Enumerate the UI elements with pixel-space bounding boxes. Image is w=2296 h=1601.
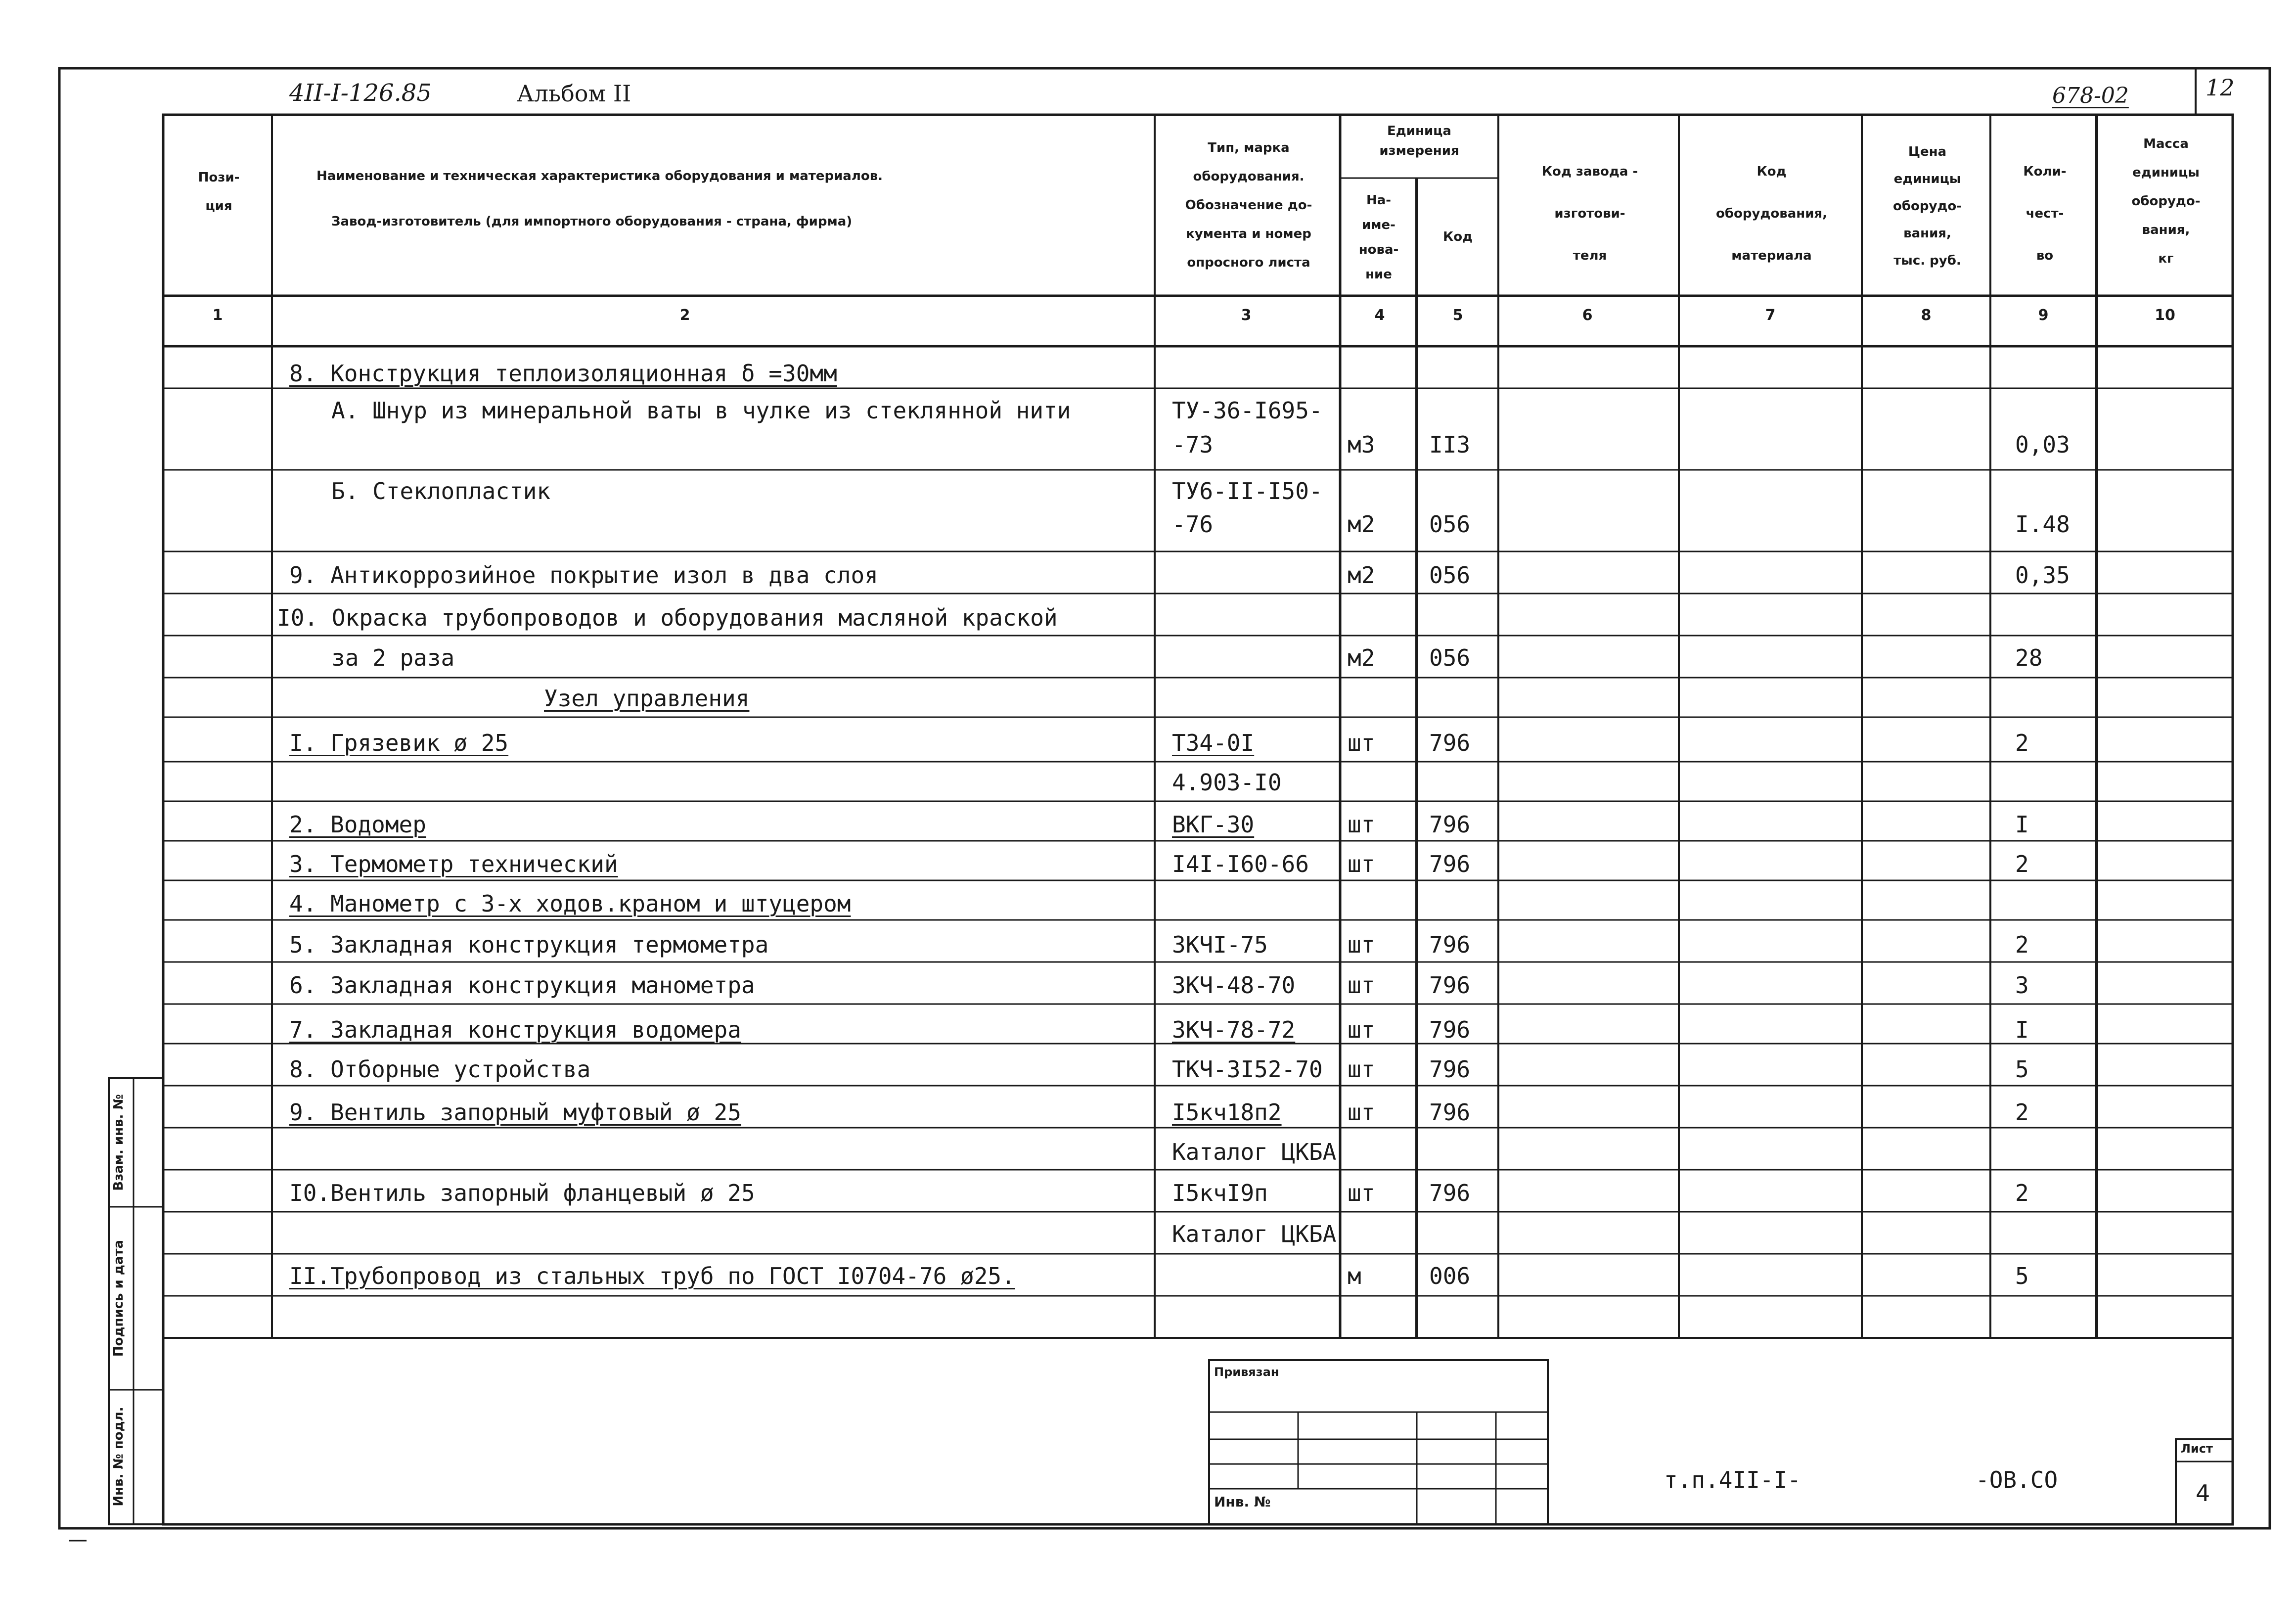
item-name: А. Шнур из минеральной ваты в чулке из стеклянной нити <box>331 397 1071 424</box>
item-code: 056 <box>1429 644 1471 671</box>
col-header-unit-code: Код <box>1442 229 1473 244</box>
col-number: 10 <box>2155 307 2175 324</box>
item-qty: 28 <box>2015 644 2043 671</box>
item-type: ТУ6-II-I50- <box>1172 478 1323 504</box>
item-code: II3 <box>1429 431 1471 458</box>
item-unit: м2 <box>1348 511 1375 538</box>
item-code: 796 <box>1429 972 1471 999</box>
item-code: 796 <box>1429 811 1471 838</box>
item-unit: шт <box>1348 972 1375 999</box>
item-unit: шт <box>1348 1056 1375 1083</box>
col-header-position: Пози- ция <box>198 170 240 214</box>
item-unit: шт <box>1348 851 1375 877</box>
item-unit: м2 <box>1348 644 1375 671</box>
item-unit: м <box>1348 1263 1361 1289</box>
sheet-code: 678-02 <box>2052 83 2129 108</box>
col-number: 7 <box>1765 307 1776 324</box>
item-unit: шт <box>1348 931 1375 958</box>
item-type: I5кчI9п <box>1172 1180 1268 1206</box>
list-number: 4 <box>2196 1480 2210 1507</box>
item-unit: шт <box>1348 1016 1375 1043</box>
item-qty: I <box>2015 811 2029 838</box>
item-type: Каталог ЦКБА <box>1172 1221 1337 1247</box>
item-type: Т34-0I <box>1172 730 1255 756</box>
col-header-factory-code: Код завода - изготови- теля <box>1541 164 1638 263</box>
item-qty: 3 <box>2015 972 2029 999</box>
item-qty: 0,35 <box>2015 562 2070 589</box>
side-label-podpis: Подпись и дата <box>111 1239 126 1357</box>
col-header-equipment-code: Код оборудования, материала <box>1715 164 1828 263</box>
section-title: Узел управления <box>544 685 750 712</box>
item-qty: I <box>2015 1016 2029 1043</box>
item-name: I0. Окраска трубопроводов и оборудования масляной краской <box>277 604 1058 631</box>
col-number: 9 <box>2038 307 2049 324</box>
item-code: 056 <box>1429 562 1471 589</box>
item-qty: 0,03 <box>2015 431 2070 458</box>
item-type: ВКГ-30 <box>1172 811 1255 838</box>
item-code: 796 <box>1429 1056 1471 1083</box>
item-code: 056 <box>1429 511 1471 538</box>
item-name: 2. Водомер <box>289 811 426 838</box>
item-type: I5кч18п2 <box>1172 1099 1282 1126</box>
item-type: ТУ-36-I695- <box>1172 397 1323 424</box>
item-code: 796 <box>1429 1180 1471 1206</box>
item-name: 9. Антикоррозийное покрытие изол в два слоя <box>289 562 878 589</box>
item-qty: 2 <box>2015 851 2029 877</box>
item-qty: 2 <box>2015 931 2029 958</box>
doc-reference: т.п.4II-I- <box>1664 1466 1801 1493</box>
item-unit: шт <box>1348 730 1375 756</box>
item-name: 3. Термометр технический <box>289 851 618 877</box>
stamp-privyazan: Привязан <box>1214 1365 1279 1379</box>
item-unit: м2 <box>1348 562 1375 589</box>
doc-reference-suffix: -ОВ.СО <box>1976 1466 2058 1493</box>
item-unit: м3 <box>1348 431 1375 458</box>
item-unit: шт <box>1348 811 1375 838</box>
col-header-mass: Масса единицы оборудо- вания, кг <box>2131 137 2201 266</box>
stamp-inv-no: Инв. № <box>1214 1494 1271 1510</box>
item-unit: шт <box>1348 1099 1375 1126</box>
item-name: 4. Манометр с 3-х ходов.краном и штуцером <box>289 890 851 917</box>
item-type: ЗКЧI-75 <box>1172 931 1268 958</box>
item-qty: 2 <box>2015 1180 2029 1206</box>
item-name: за 2 раза <box>331 644 455 671</box>
item-code: 796 <box>1429 1016 1471 1043</box>
item-type: ТКЧ-3I52-70 <box>1172 1056 1323 1083</box>
item-code: 006 <box>1429 1263 1471 1289</box>
album-label: Альбом II <box>517 80 631 107</box>
doc-code: 4II-I-126.85 <box>289 79 432 107</box>
item-unit: шт <box>1348 1180 1375 1206</box>
col-number: 5 <box>1452 307 1463 324</box>
item-name: Б. Стеклопластик <box>331 478 551 504</box>
item-name: I. Грязевик ø 25 <box>289 730 509 756</box>
col-number: 1 <box>212 307 223 324</box>
item-qty: 5 <box>2015 1263 2029 1289</box>
item-code: 796 <box>1429 1099 1471 1126</box>
item-type: I4I-I60-66 <box>1172 851 1309 877</box>
col-number: 4 <box>1374 307 1385 324</box>
item-type: Каталог ЦКБА <box>1172 1139 1337 1165</box>
col-number: 3 <box>1241 307 1252 324</box>
item-qty: 5 <box>2015 1056 2029 1083</box>
item-name: 9. Вентиль запорный муфтовый ø 25 <box>289 1099 741 1126</box>
item-qty: 2 <box>2015 730 2029 756</box>
col-number: 8 <box>1921 307 1932 324</box>
item-name: 8. Конструкция теплоизоляционная δ =30мм <box>289 360 837 387</box>
side-label-vzam: Взам. инв. № <box>111 1094 126 1191</box>
item-name: 7. Закладная конструкция водомера <box>289 1016 741 1043</box>
col-number: 6 <box>1582 307 1593 324</box>
item-type: ЗКЧ-48-70 <box>1172 972 1296 999</box>
item-name: 6. Закладная конструкция манометра <box>289 972 755 999</box>
col-header-quantity: Коли- чест- во <box>2023 164 2067 263</box>
item-name: 5. Закладная конструкция термометра <box>289 931 769 958</box>
item-code: 796 <box>1429 931 1471 958</box>
col-header-name: Наименование и техническая характеристика оборудования и материалов. Завод-изготовитель (для импортного оборудования - страна, фирма) <box>316 169 883 229</box>
col-header-unit-group: Единица измерения <box>1379 124 1459 158</box>
item-code: 796 <box>1429 851 1471 877</box>
col-header-type: Тип, марка оборудования. Обозначение до- кумента и номер опросного листа <box>1185 140 1312 270</box>
item-type: ЗКЧ-78-72 <box>1172 1016 1296 1043</box>
col-header-price: Цена единицы оборудо- вания, тыс. руб. <box>1892 144 1962 268</box>
item-type: 4.903-I0 <box>1172 769 1282 796</box>
item-type: -73 <box>1172 431 1214 458</box>
item-type: -76 <box>1172 511 1214 538</box>
list-label: Лист <box>2181 1442 2213 1456</box>
col-header-unit-name: На- име- нова- ние <box>1358 193 1399 282</box>
item-name: II.Трубопровод из стальных труб по ГОСТ I0704-76 ø25. <box>289 1263 1015 1289</box>
item-name: 8. Отборные устройства <box>289 1056 591 1083</box>
col-number: 2 <box>679 307 690 324</box>
side-label-inv-podl: Инв. № подл. <box>111 1407 126 1507</box>
item-code: 796 <box>1429 730 1471 756</box>
item-name: I0.Вентиль запорный фланцевый ø 25 <box>289 1180 755 1206</box>
page-number: 12 <box>2206 74 2235 101</box>
item-qty: I.48 <box>2015 511 2070 538</box>
sheet-frame <box>59 68 2270 1528</box>
item-qty: 2 <box>2015 1099 2029 1126</box>
